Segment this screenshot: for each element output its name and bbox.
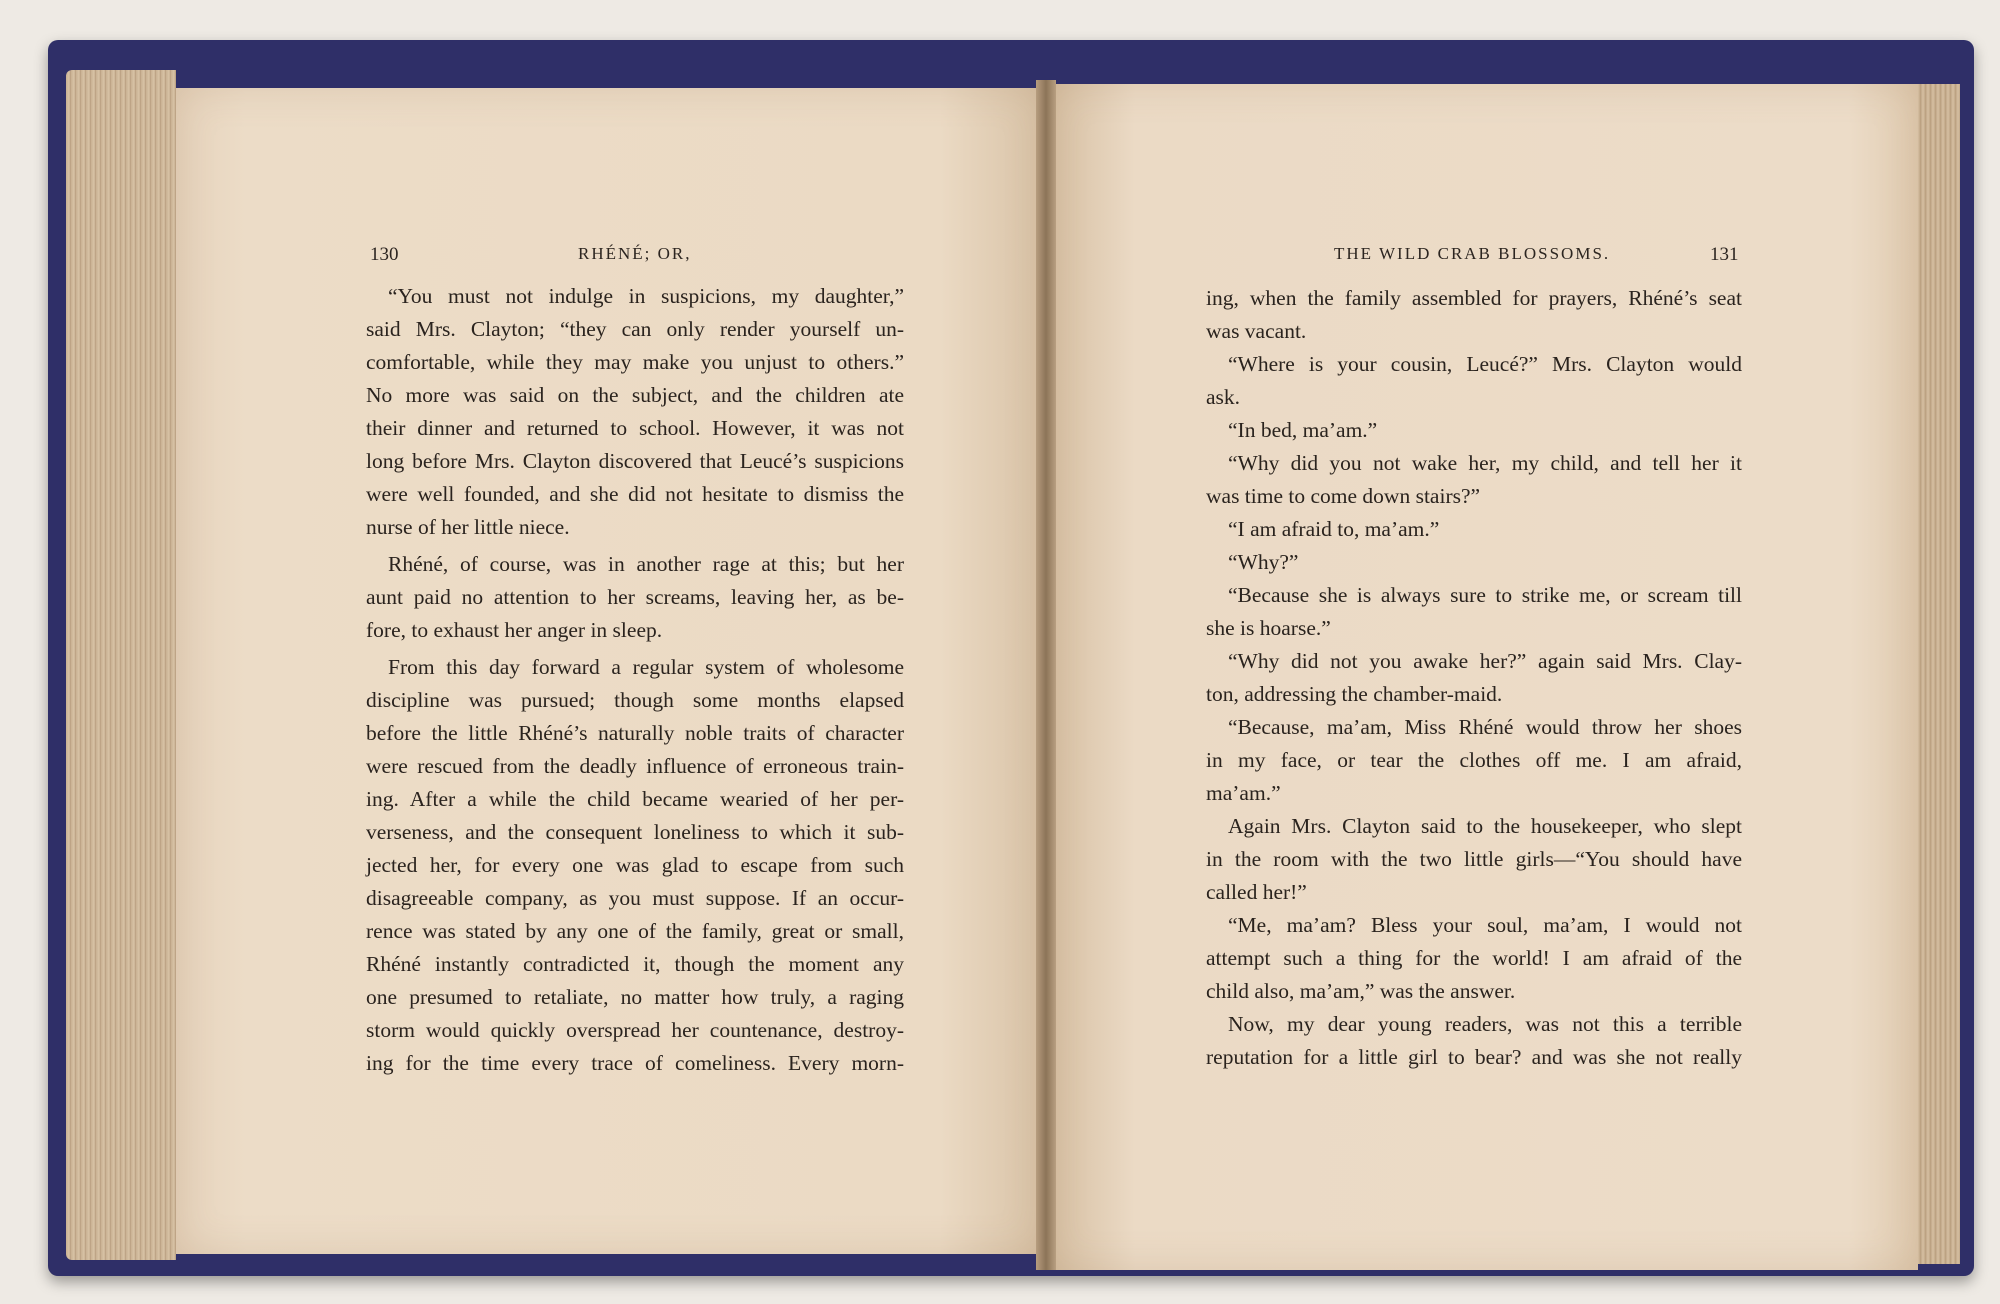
- text-line: their dinner and returned to school. However, it was not: [366, 416, 904, 440]
- text-line: ing, when the family assembled for prayers, Rhéné’s seat: [1206, 286, 1742, 310]
- text-line: “I am afraid to, ma’am.”: [1228, 517, 1440, 541]
- text-line: storm would quickly overspread her countenance, destroy-: [366, 1018, 904, 1042]
- text-line: in the room with the two little girls—“You should have: [1206, 847, 1742, 871]
- text-line: discipline was pursued; though some months elapsed: [366, 688, 904, 712]
- text-line: “Why did not you awake her?” again said Mrs. Clay-: [1228, 649, 1742, 673]
- text-line: called her!”: [1206, 880, 1307, 904]
- text-line: were well founded, and she did not hesitate to dismiss the: [366, 482, 904, 506]
- text-line: ma’am.”: [1206, 781, 1281, 805]
- text-line: fore, to exhaust her anger in sleep.: [366, 618, 663, 642]
- left-page-text: [366, 280, 904, 1080]
- text-line: “In bed, ma’am.”: [1228, 418, 1378, 442]
- text-line: ask.: [1206, 385, 1241, 409]
- text-line: said Mrs. Clayton; “they can only render yourself un-: [366, 317, 904, 341]
- text-line: “Because she is always sure to strike me, or scream till: [1228, 583, 1742, 607]
- text-line: jected her, for every one was glad to escape from such: [366, 853, 904, 877]
- text-line: “Why?”: [1228, 550, 1299, 574]
- text-line: “Why did you not wake her, my child, and tell her it: [1228, 451, 1742, 475]
- right-page-text: [1206, 282, 1742, 1074]
- text-line: nurse of her little niece.: [366, 515, 570, 539]
- left-page-number: 130: [370, 244, 399, 265]
- right-running-head: THE WILD CRAB BLOSSOMS.: [1334, 244, 1611, 263]
- text-line: rence was stated by any one of the family, great or small,: [366, 919, 904, 943]
- text-line: one presumed to retaliate, no matter how truly, a raging: [366, 985, 904, 1009]
- text-line: “Because, ma’am, Miss Rhéné would throw her shoes: [1228, 715, 1742, 739]
- text-line: verseness, and the consequent loneliness to which it sub-: [366, 820, 904, 844]
- text-line: “Me, ma’am? Bless your soul, ma’am, I would not: [1228, 913, 1742, 937]
- left-running-head: RHÉNÉ; OR,: [578, 244, 692, 263]
- text-line: before the little Rhéné’s naturally noble traits of character: [366, 721, 904, 745]
- text-line: ing. After a while the child became wearied of her per-: [366, 787, 904, 811]
- text-line: “Where is your cousin, Leucé?” Mrs. Clayton would: [1228, 352, 1742, 376]
- text-line: Now, my dear young readers, was not this a terrible: [1228, 1012, 1742, 1036]
- text-line: long before Mrs. Clayton discovered that Leucé’s suspicions: [366, 449, 904, 473]
- book-gutter: [1036, 80, 1056, 1270]
- text-line: Rhéné, of course, was in another rage at this; but her: [388, 552, 904, 576]
- right-page-header: [1710, 244, 1739, 266]
- text-line: was time to come down stairs?”: [1206, 484, 1481, 508]
- text-line: were rescued from the deadly influence of erroneous train-: [366, 754, 904, 778]
- text-line: in my face, or tear the clothes off me. I am afraid,: [1206, 748, 1742, 772]
- page-stack-left: [66, 70, 176, 1260]
- text-line: comfortable, while they may make you unjust to others.”: [366, 350, 904, 374]
- text-line: Rhéné instantly contradicted it, though the moment any: [366, 952, 904, 976]
- text-line: From this day forward a regular system of wholesome: [388, 655, 904, 679]
- text-line: No more was said on the subject, and the children ate: [366, 383, 904, 407]
- text-line: “You must not indulge in suspicions, my daughter,”: [388, 284, 904, 308]
- text-line: disagreeable company, as you must suppose. If an occur-: [366, 886, 904, 910]
- text-line: she is hoarse.”: [1206, 616, 1331, 640]
- right-page-number: 131: [1710, 244, 1739, 265]
- text-line: Again Mrs. Clayton said to the housekeeper, who slept: [1228, 814, 1742, 838]
- text-line: was vacant.: [1206, 319, 1307, 343]
- text-line: ing for the time every trace of comeliness. Every morn-: [366, 1051, 904, 1075]
- text-line: attempt such a thing for the world! I am afraid of the: [1206, 946, 1742, 970]
- text-line: aunt paid no attention to her screams, leaving her, as be-: [366, 585, 904, 609]
- text-line: reputation for a little girl to bear? and was she not really: [1206, 1045, 1742, 1069]
- text-line: child also, ma’am,” was the answer.: [1206, 979, 1516, 1003]
- text-line: ton, addressing the chamber-maid.: [1206, 682, 1503, 706]
- left-page-header: [370, 244, 399, 266]
